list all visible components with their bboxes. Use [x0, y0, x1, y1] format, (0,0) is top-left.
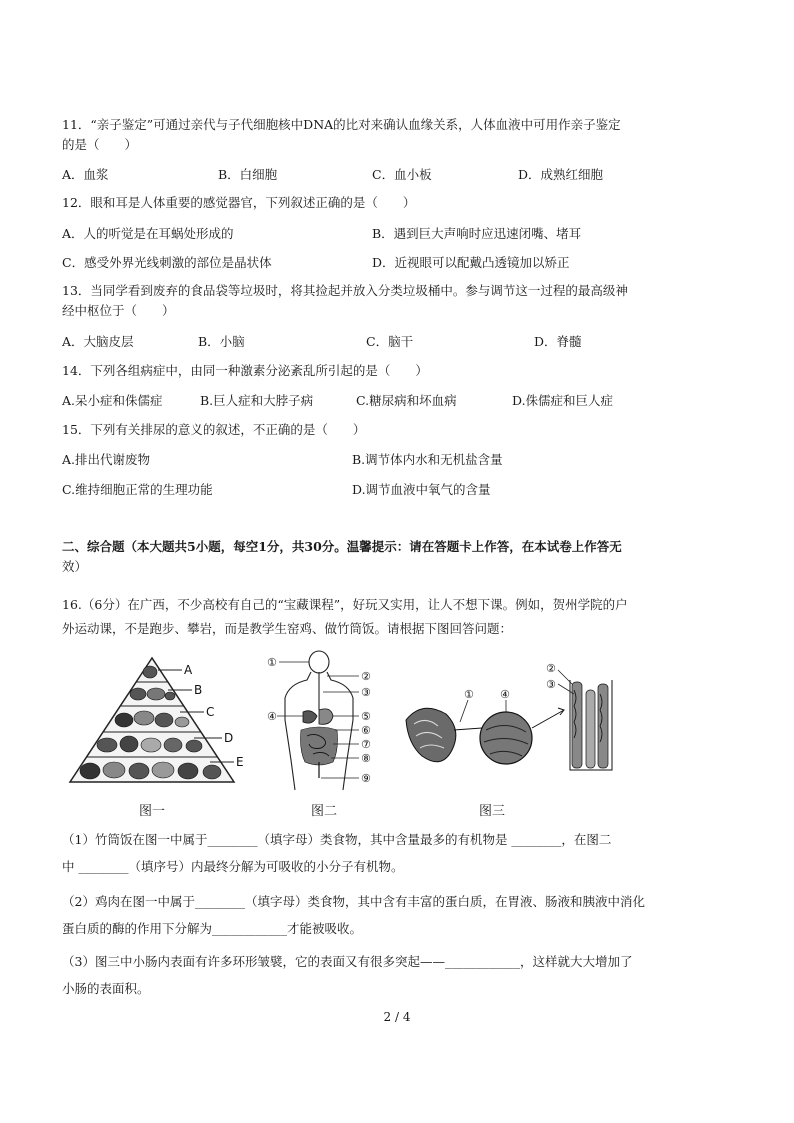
q16-stem-line1: 16.（6分）在广西，不少高校有自己的“宝藏课程”，好玩又实用，让人不想下课。例如，贺州学院的户: [62, 597, 628, 612]
q14-option-b: B.巨人症和大脖子病: [200, 393, 314, 408]
fig2-label-9: ⑨: [361, 772, 371, 785]
q16-sub1-line2: 中 ________（填序号）内最终分解为可吸收的小分子有机物。: [62, 859, 404, 874]
fig3-label-3: ③: [546, 678, 556, 691]
fig1-label-c: C: [206, 705, 215, 719]
q13-option-d: D．脊髓: [534, 334, 582, 349]
q12-stem: 12．眼和耳是人体重要的感觉器官，下列叙述正确的是（ ）: [62, 195, 416, 210]
q14-option-d: D.侏儒症和巨人症: [512, 393, 614, 408]
q11-option-b: B．白细胞: [218, 167, 278, 182]
fig1-label-d: D: [224, 731, 234, 745]
q12-option-c: C．感受外界光线刺激的部位是晶状体: [62, 255, 272, 270]
q15-option-c: C.维持细胞正常的生理功能: [62, 482, 213, 497]
fig2-label-6: ⑥: [361, 724, 371, 737]
q14-option-a: A.呆小症和侏儒症: [62, 393, 163, 408]
fig2-label-2: ②: [361, 670, 371, 683]
q13-option-c: C．脑干: [366, 334, 414, 349]
q16-figures: [62, 650, 622, 825]
q16-sub3-line2: 小肠的表面积。: [62, 981, 150, 996]
q16-sub2-line1: （2）鸡肉在图一中属于________（填字母）类食物，其中含有丰富的蛋白质，在胃液、肠液和胰液中消化: [62, 894, 645, 909]
section2-heading-line1: 二、综合题（本大题共5小题，每空1分，共30分。温馨提示：请在答题卡上作答，在本试卷上作答无: [62, 539, 622, 554]
fig1-caption: 图一: [138, 804, 165, 819]
fig3-label-2: ②: [546, 662, 556, 675]
q14-option-c: C.糖尿病和坏血病: [356, 393, 457, 408]
q16-stem-line2: 外运动课，不是跑步、攀岩，而是教学生窑鸡、做竹筒饭。请根据下图回答问题：: [62, 621, 513, 636]
fig2-label-8: ⑧: [361, 752, 371, 765]
q13-option-a: A．大脑皮层: [62, 334, 134, 349]
digestive-system-figure: [267, 650, 377, 798]
fig2-label-5: ⑤: [361, 710, 371, 723]
q16-sub2-line2: 蛋白质的酶的作用下分解为____________才能被吸收。: [62, 921, 363, 936]
q12-option-a: A．人的听觉是在耳蜗处形成的: [62, 226, 234, 241]
q11-stem-line2: 的是（ ）: [62, 137, 138, 152]
fig2-label-3: ③: [361, 686, 371, 699]
q15-option-d: D.调节血液中氧气的含量: [352, 482, 491, 497]
q16-sub3-line1: （3）图三中小肠内表面有许多环形皱襞，它的表面又有很多突起——____________，这样就大大增加了: [62, 954, 633, 969]
fig1-label-a: A: [184, 663, 193, 677]
page-number: 2 / 4: [383, 1010, 411, 1024]
q11-option-d: D．成熟红细胞: [518, 167, 604, 182]
q12-option-b: B．遇到巨大声响时应迅速闭嘴、堵耳: [372, 226, 582, 241]
fig1-label-b: B: [194, 683, 203, 697]
fig2-caption: 图二: [310, 804, 337, 819]
q13-stem-line1: 13．当同学看到废弃的食品袋等垃圾时，将其捡起并放入分类垃圾桶中。参与调节这一过程的最高级神: [62, 283, 628, 298]
q15-stem: 15．下列有关排尿的意义的叙述，不正确的是（ ）: [62, 422, 366, 437]
q15-option-b: B.调节体内水和无机盐含量: [352, 452, 503, 467]
fig2-label-1: ①: [267, 656, 277, 669]
fig2-label-4: ④: [267, 710, 277, 723]
fig3-label-4: ④: [500, 688, 510, 701]
q12-option-d: D．近视眼可以配戴凸透镜加以矫正: [372, 255, 570, 270]
q11-option-a: A．血浆: [62, 167, 109, 182]
q14-stem: 14．下列各组病症中，由同一种激素分泌紊乱所引起的是（ ）: [62, 363, 428, 378]
fig1-label-e: E: [236, 755, 244, 769]
q11-option-c: C．血小板: [372, 167, 432, 182]
fig3-label-1: ①: [464, 688, 474, 701]
food-pyramid-figure: [62, 650, 262, 790]
fig3-caption: 图三: [478, 804, 505, 819]
q11-stem-line1: 11．“亲子鉴定”可通过亲代与子代细胞核中DNA的比对来确认血缘关系，人体血液中可用作亲子鉴定: [62, 117, 621, 132]
fig2-label-7: ⑦: [361, 738, 371, 751]
q16-sub1-line1: （1）竹筒饭在图一中属于________（填字母）类食物，其中含量最多的有机物是 ________，在图二: [62, 832, 612, 847]
q13-stem-line2: 经中枢位于（ ）: [62, 303, 175, 318]
small-intestine-figure: [402, 650, 622, 790]
q13-option-b: B．小脑: [198, 334, 245, 349]
q15-option-a: A.排出代谢废物: [62, 452, 151, 467]
section2-heading-line2: 效）: [62, 559, 88, 574]
